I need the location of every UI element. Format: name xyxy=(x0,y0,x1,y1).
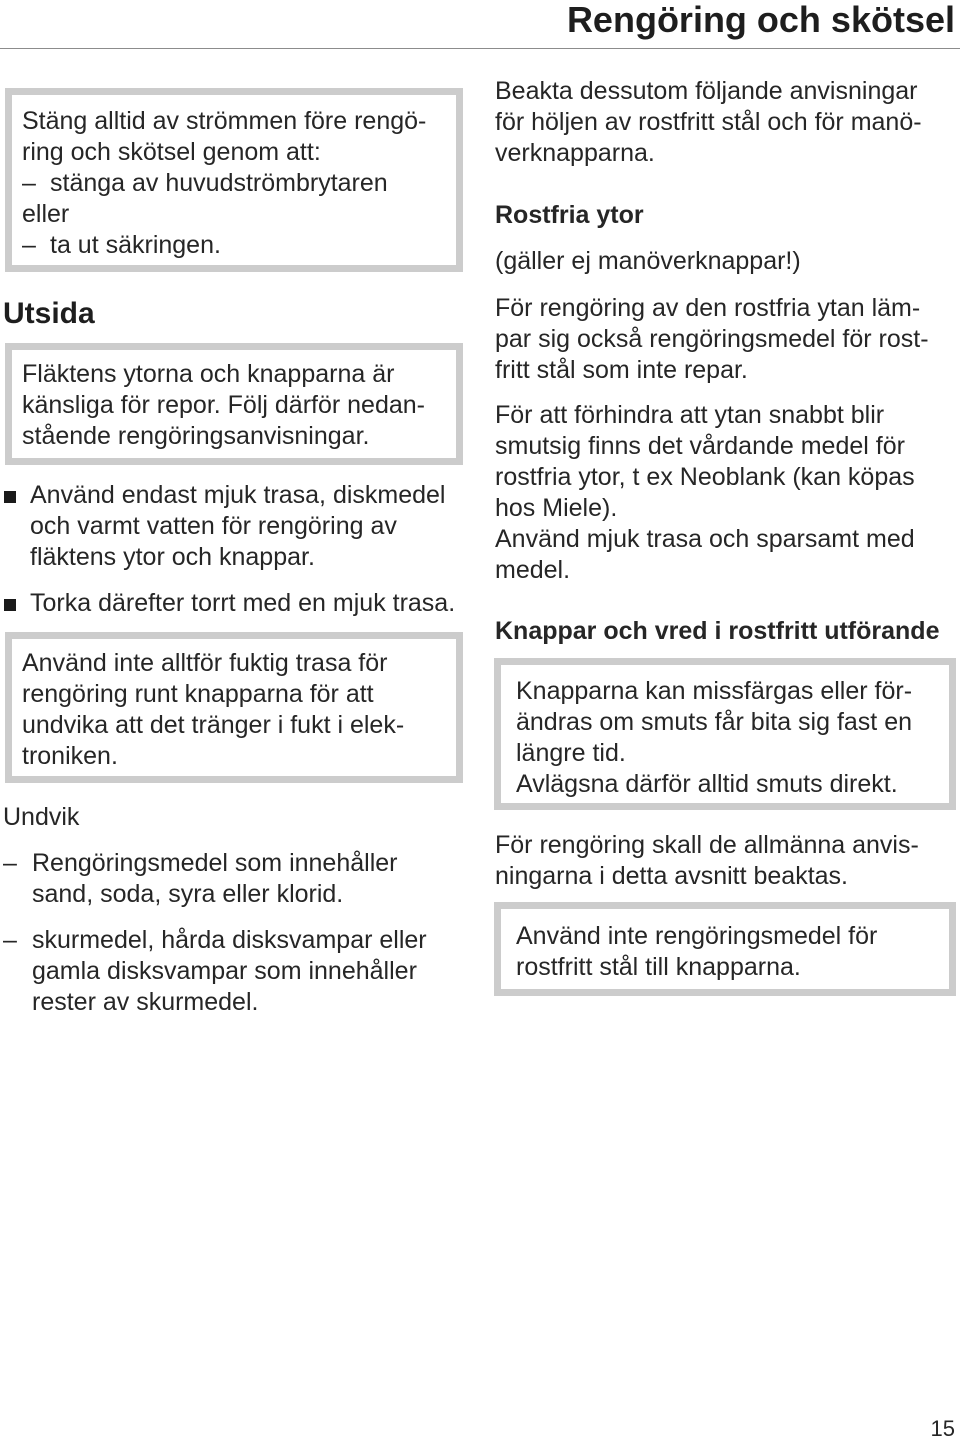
notice-line: troniken. xyxy=(22,742,118,770)
avoid-line: rester av skurmedel. xyxy=(32,988,259,1016)
subheading-stainless-knobs: Knappar och vred i rostfritt utförande xyxy=(495,617,940,645)
notice-line: Använd inte alltför fuktig trasa för xyxy=(22,649,388,677)
knobs-cleaner-warning xyxy=(494,902,956,996)
paragraph-line: fritt stål som inte repar. xyxy=(495,356,748,384)
knobs-paragraph xyxy=(495,830,919,892)
step-line: fläktens ytor och knappar. xyxy=(30,543,315,571)
knobs-discoloration-notice xyxy=(494,658,956,810)
notice-line: Knapparna kan missfärgas eller för- xyxy=(516,677,913,705)
dash-marker: – xyxy=(3,849,17,877)
paragraph-line: För rengöring skall de allmänna anvis- xyxy=(495,831,919,859)
notice-line: längre tid. xyxy=(516,739,626,767)
avoid-item-text xyxy=(32,925,427,1018)
scratch-notice xyxy=(5,343,463,465)
avoid-line: Rengöringsmedel som innehåller xyxy=(32,849,398,877)
paragraph-line: medel. xyxy=(495,556,571,584)
paragraph-line: Använd mjuk trasa och sparsamt med xyxy=(495,525,915,553)
paragraph-line: För att förhindra att ytan snabbt blir xyxy=(495,401,885,429)
cleaning-step xyxy=(30,588,455,619)
notice-option xyxy=(22,230,456,261)
dash-marker: – xyxy=(3,926,17,954)
option-text: stänga av huvudströmbrytaren xyxy=(50,169,388,197)
paragraph-line: För rengöring av den rostfria ytan läm- xyxy=(495,294,921,322)
paragraph-line: för höljen av rostfritt stål och för manö- xyxy=(495,108,922,136)
cleaning-step xyxy=(30,480,446,573)
paragraph-line: smutsig finns det vårdande medel för xyxy=(495,432,905,460)
paragraph-line: ningarna i detta avsnitt beaktas. xyxy=(495,862,849,890)
dash-marker: – xyxy=(22,169,36,197)
notice-line: Använd inte rengöringsmedel för xyxy=(516,922,878,950)
notice-line: undvika att det tränger i fukt i elek- xyxy=(22,711,405,739)
step-line: Använd endast mjuk trasa, diskmedel xyxy=(30,481,446,509)
section-heading-utsida: Utsida xyxy=(3,297,95,330)
paragraph-line: hos Miele). xyxy=(495,494,618,522)
notice-line: stående rengöringsanvisningar. xyxy=(22,422,370,450)
page-number: 15 xyxy=(930,1416,955,1441)
step-line: Torka därefter torrt med en mjuk trasa. xyxy=(30,589,456,617)
paragraph-line: Beakta dessutom följande anvisningar xyxy=(495,77,918,105)
bullet-square-icon xyxy=(4,491,16,503)
avoid-line: sand, soda, syra eller klorid. xyxy=(32,880,344,908)
avoid-list-item xyxy=(3,848,397,910)
paragraph-line: verknapparna. xyxy=(495,139,655,167)
option-text: ta ut säkringen. xyxy=(50,231,221,259)
notice-line: ring och skötsel genom att: xyxy=(22,138,321,166)
notice-line: Avlägsna därför alltid smuts direkt. xyxy=(516,770,898,798)
notice-line: känsliga för repor. Följ därför nedan- xyxy=(22,391,425,419)
power-off-notice xyxy=(5,88,463,272)
step-line: och varmt vatten för rengöring av xyxy=(30,512,397,540)
bullet-square-icon xyxy=(4,599,16,611)
notice-line: Stäng alltid av strömmen före rengö- xyxy=(22,107,427,135)
avoid-line: gamla disksvampar som innehåller xyxy=(32,957,417,985)
notice-line: rengöring runt knapparna för att xyxy=(22,680,374,708)
avoid-label: Undvik xyxy=(3,803,80,831)
notice-line: Fläktens ytorna och knapparna är xyxy=(22,360,395,388)
stainless-intro xyxy=(495,76,922,169)
dash-marker: – xyxy=(22,231,36,259)
avoid-list-item xyxy=(3,925,427,1018)
notice-conjunction: eller xyxy=(22,200,70,228)
stainless-note: (gäller ej manöverknappar!) xyxy=(495,247,801,275)
avoid-item-text xyxy=(32,848,397,910)
moisture-notice xyxy=(5,632,463,783)
stainless-care-paragraph xyxy=(495,400,915,586)
stainless-paragraph xyxy=(495,293,929,386)
paragraph-line: rostfria ytor, t ex Neoblank (kan köpas xyxy=(495,463,915,491)
notice-line: rostfritt stål till knapparna. xyxy=(516,953,801,981)
notice-line: ändras om smuts får bita sig fast en xyxy=(516,708,913,736)
paragraph-line: par sig också rengöringsmedel för rost- xyxy=(495,325,929,353)
header-rule xyxy=(0,48,960,49)
avoid-line: skurmedel, hårda disksvampar eller xyxy=(32,926,427,954)
notice-option xyxy=(22,168,456,199)
page-title: Rengöring och skötsel xyxy=(566,0,955,40)
subheading-stainless-surfaces: Rostfria ytor xyxy=(495,201,644,229)
